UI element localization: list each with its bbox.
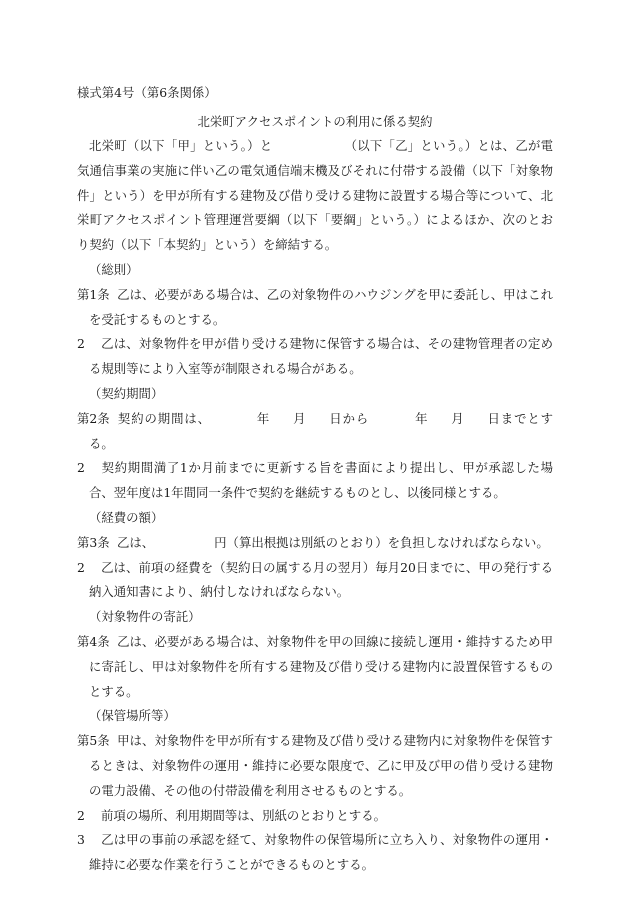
intro-text-2: （以下「乙」という。）とは、乙が電気通信事業の実施に伴い乙の電気通信端末機及びそれに付帯する設備（以下「対象物件」という）を甲が所有する建物及び借り受ける建物に設置する場合等について、北栄町アクセスポイント管理運営要綱（以下「要綱」という。）によるほか、次のとおり契約（以下「本契約」という）を締結する。 [77, 138, 553, 253]
end-month-unit: 月 [450, 410, 465, 426]
article-2-label: 第2条 [77, 410, 110, 426]
paragraph-number: 2 [77, 460, 85, 476]
article-1-text: 乙は、必要がある場合は、乙の対象物件のハウジングを甲に委託し、甲はこれを受託するものとする。 [89, 286, 553, 327]
paragraph-text: 乙は、前項の経費を（契約日の属する月の翌月）毎月20日までに、甲の発行する納入通知書により、納付しなければならない。 [89, 559, 553, 600]
section-heading-storage: （保管場所等） [89, 708, 176, 724]
article-2 [77, 407, 553, 457]
paragraph-text: 乙は甲の事前の承認を経て、対象物件の保管場所に立ち入り、対象物件の運用・維持に必要な作業を行うことができるものとする。 [89, 832, 553, 873]
article-4-text: 乙は、必要がある場合は、対象物件を甲の回線に接続し運用・維持するため甲に寄託し、甲は対象物件を所有する建物及び借り受ける建物内に設置保管するものとする。 [89, 633, 553, 699]
article-5-paragraph-2 [77, 804, 553, 829]
document-title: 北栄町アクセスポイントの利用に係る契約 [197, 114, 433, 129]
article-5-label: 第5条 [77, 733, 110, 749]
article-4 [77, 630, 553, 704]
paragraph-number: 2 [77, 336, 85, 352]
article-1-label: 第1条 [77, 286, 110, 302]
article-3 [77, 531, 553, 556]
section-heading-general: （総則） [89, 261, 139, 277]
article-1 [77, 283, 553, 333]
article-1-paragraph-2 [77, 332, 553, 382]
article-3-label: 第3条 [77, 534, 110, 550]
section-heading-expenses: （経費の額） [89, 509, 164, 525]
paragraph-text: 前項の場所、利用期間等は、別紙のとおりとする。 [101, 807, 386, 823]
article-3-text-1: 乙は、 [117, 534, 155, 550]
start-month-unit: 月 [292, 410, 307, 426]
paragraph-number: 2 [77, 559, 85, 575]
article-5-text: 甲は、対象物件を甲が所有する建物及び借り受ける建物内に対象物件を保管するときは、対象物件の運用・維持に必要な限度で、乙に甲及び甲の借り受ける建物の電力設備、その他の付帯設備を利用させるものとする。 [89, 733, 553, 798]
article-2-paragraph-2 [77, 456, 553, 506]
end-year-unit: 年 [414, 410, 429, 426]
section-heading-contract-period: （契約期間） [89, 385, 164, 401]
article-5-paragraph-3 [77, 828, 553, 878]
start-year-unit: 年 [255, 410, 271, 426]
paragraph-text: 契約期間満了1か月前までに更新する旨を書面により提出し、甲が承認した場合、翌年度は1年間同一条件で契約を継続するものとし、以後同様とする。 [89, 460, 553, 501]
paragraph-text: 乙は、対象物件を甲が借り受ける建物に保管する場合は、その建物管理者の定める規則等により入室等が制限される場合がある。 [89, 336, 553, 377]
article-4-label: 第4条 [77, 633, 110, 649]
section-heading-deposit: （対象物件の寄託） [89, 609, 201, 625]
paragraph-number: 3 [77, 832, 85, 848]
article-3-text-2: 円（算出根拠は別紙のとおり）を負担しなければならない。 [214, 534, 549, 550]
end-day-unit: 日までとする。 [89, 410, 554, 451]
article-5 [77, 729, 553, 803]
intro-text-1: 北栄町（以下「甲」という。）と [89, 138, 273, 153]
contract-body [77, 134, 553, 878]
article-2-text-start: 契約の期間は、 [117, 410, 211, 426]
start-day-unit: 日から [328, 410, 370, 426]
article-3-paragraph-2 [77, 556, 553, 606]
paragraph-number: 2 [77, 807, 85, 823]
form-number: 様式第4号（第6条関係） [77, 85, 217, 100]
intro-paragraph [77, 134, 553, 258]
